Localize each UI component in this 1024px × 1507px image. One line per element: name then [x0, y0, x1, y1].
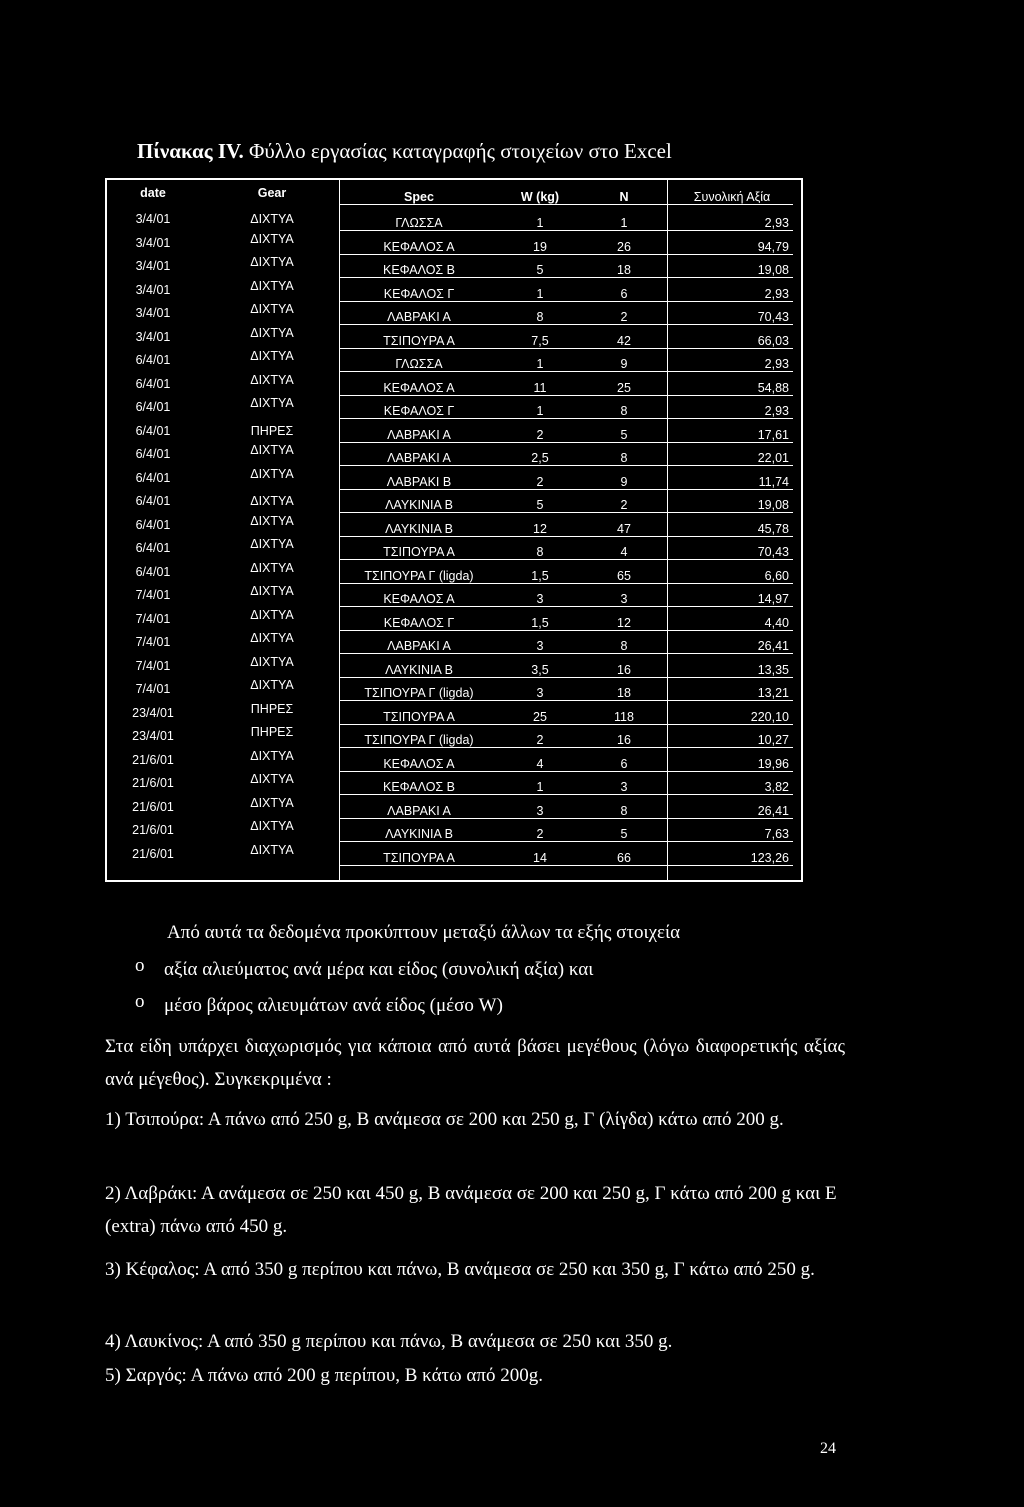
table-row [107, 326, 801, 349]
cell-total-value: 26,41 [757, 639, 789, 653]
cell-total-value: 45,78 [757, 521, 789, 536]
cell-gear: ΔΙΧΤΥΑ [250, 302, 294, 316]
table-row [107, 702, 801, 725]
cell-weight: 8 [536, 545, 544, 559]
table-row [107, 537, 801, 560]
cell-weight: 1,5 [531, 615, 549, 630]
cell-date: 6/4/01 [135, 564, 171, 579]
cell-weight: 3 [536, 803, 544, 818]
cell-gear: ΔΙΧΤΥΑ [250, 443, 294, 457]
paragraph: Στα είδη υπάρχει διαχωρισμός για κάποια από αυτά βάσει μεγέθους (λόγω διαφορετικής αξίας ανά μέγεθος). Συγκεκριμένα : [105, 1036, 845, 1090]
cell-count: 3 [620, 592, 628, 606]
cell-spec: ΛΑΒΡΑΚΙ Α [387, 427, 451, 442]
cell-total-value: 2,93 [764, 216, 789, 230]
cell-count: 8 [620, 451, 628, 465]
cell-count: 3 [620, 780, 628, 794]
cell-weight: 1 [536, 286, 544, 301]
cell-count: 2 [620, 498, 628, 512]
cell-date: 6/4/01 [135, 423, 171, 438]
table-row [107, 208, 801, 231]
bullet-marker: o [135, 955, 145, 976]
table-row [107, 349, 801, 372]
cell-total-value: 14,97 [757, 592, 789, 606]
cell-total-value: 4,40 [764, 615, 789, 630]
cell-weight: 2 [536, 427, 544, 442]
cell-spec: ΤΣΙΠΟΥΡΑ Γ (ligda) [364, 686, 474, 700]
cell-total-value: 220,10 [750, 709, 789, 724]
cell-gear: ΔΙΧΤΥΑ [250, 819, 294, 833]
cell-weight: 4 [536, 756, 544, 771]
cell-total-value: 54,88 [757, 380, 789, 395]
cell-count: 12 [617, 615, 631, 630]
size-item-2: 2) Λαβράκι: Α ανάμεσα σε 250 και 450 g, Β ανάμεσα σε 200 και 250 g, Γ κάτω από 200 g και Ε (extra) πάνω από 450 g. [105, 1183, 837, 1237]
cell-count: 1 [620, 216, 628, 230]
cell-date: 3/4/01 [135, 282, 171, 297]
cell-weight: 3 [536, 686, 544, 700]
cell-date: 3/4/01 [135, 212, 171, 226]
cell-count: 2 [620, 310, 628, 324]
cell-spec: ΛΑΒΡΑΚΙ Α [387, 310, 451, 324]
cell-total-value: 17,61 [757, 427, 789, 442]
cell-date: 6/4/01 [135, 541, 171, 555]
table-row [107, 490, 801, 513]
cell-weight: 19 [533, 239, 547, 254]
cell-total-value: 123,26 [750, 850, 789, 865]
cell-count: 6 [620, 756, 628, 771]
cell-total-value: 70,43 [757, 310, 789, 324]
cell-date: 3/4/01 [135, 235, 171, 250]
cell-count: 47 [617, 521, 631, 536]
cell-gear: ΔΙΧΤΥΑ [250, 795, 294, 810]
cell-count: 18 [617, 686, 631, 700]
cell-count: 16 [617, 662, 631, 677]
cell-spec: ΤΣΙΠΟΥΡΑ Α [383, 709, 455, 724]
cell-total-value: 19,96 [757, 756, 789, 771]
cell-gear: ΔΙΧΤΥΑ [250, 654, 294, 669]
cell-weight: 1 [536, 357, 544, 371]
cell-spec: ΚΕΦΑΛΟΣ Γ [383, 615, 455, 630]
cell-date: 3/4/01 [135, 259, 171, 273]
cell-count: 5 [620, 427, 628, 442]
header-spec: Spec [404, 190, 434, 204]
table-row [107, 514, 801, 537]
cell-gear: ΔΙΧΤΥΑ [250, 212, 294, 226]
cell-weight: 2 [536, 474, 544, 489]
cell-gear: ΠΗΡΕΣ [250, 423, 294, 438]
cell-spec: ΤΣΙΠΟΥΡΑ Γ (ligda) [364, 733, 474, 747]
cell-spec: ΚΕΦΑΛΟΣ Γ [383, 404, 455, 418]
header-weight: W (kg) [520, 190, 560, 204]
cell-gear: ΔΙΧΤΥΑ [250, 231, 294, 246]
cell-date: 3/4/01 [135, 329, 171, 344]
cell-count: 16 [617, 733, 631, 747]
cell-date: 23/4/01 [132, 729, 174, 743]
cell-count: 118 [614, 709, 634, 724]
cell-weight: 25 [533, 709, 547, 724]
cell-spec: ΛΑΒΡΑΚΙ Α [387, 803, 451, 818]
table-row [107, 772, 801, 795]
cell-spec: ΤΣΙΠΟΥΡΑ Α [383, 545, 455, 559]
cell-spec: ΛΑΥΚΙΝΙΑ Β [385, 662, 453, 677]
cell-gear: ΔΙΧΤΥΑ [250, 537, 294, 551]
table-row [107, 819, 801, 842]
cell-date: 7/4/01 [135, 635, 171, 649]
cell-date: 21/6/01 [132, 823, 174, 837]
cell-gear: ΔΙΧΤΥΑ [250, 560, 294, 575]
cell-date: 21/6/01 [132, 776, 174, 790]
cell-weight: 12 [533, 521, 547, 536]
cell-spec: ΛΑΥΚΙΝΙΑ Β [385, 827, 453, 841]
cell-weight: 3 [536, 639, 544, 653]
table-row [107, 279, 801, 302]
cell-total-value: 19,08 [757, 263, 789, 277]
cell-total-value: 19,08 [757, 498, 789, 512]
cell-weight: 3 [536, 592, 544, 606]
cell-count: 5 [620, 827, 628, 841]
table-row [107, 655, 801, 678]
size-item-4: 4) Λαυκίνος: Α από 350 g περίπου και πάνω, Β ανάμεσα σε 250 και 350 g. [105, 1331, 673, 1352]
cell-weight: 2 [536, 733, 544, 747]
header-count: N [619, 190, 629, 204]
cell-weight: 7,5 [531, 333, 549, 348]
cell-count: 9 [620, 474, 628, 489]
cell-weight: 5 [536, 498, 544, 512]
cell-date: 6/4/01 [135, 494, 171, 508]
cell-gear: ΠΗΡΕΣ [250, 701, 294, 716]
cell-gear: ΔΙΧΤΥΑ [250, 255, 294, 269]
table-row [107, 420, 801, 443]
cell-date: 6/4/01 [135, 400, 171, 414]
table-row [107, 725, 801, 748]
header-gear: Gear [257, 186, 287, 200]
caption-label: Πίνακας IV. [137, 139, 244, 163]
cell-gear: ΔΙΧΤΥΑ [250, 584, 294, 598]
table-row [107, 796, 801, 819]
cell-gear: ΔΙΧΤΥΑ [250, 772, 294, 786]
cell-date: 6/4/01 [135, 353, 171, 367]
cell-date: 7/4/01 [135, 588, 171, 602]
cell-count: 8 [620, 404, 628, 418]
cell-total-value: 13,35 [757, 662, 789, 677]
table-row [107, 396, 801, 419]
cell-count: 42 [617, 333, 631, 348]
cell-spec: ΤΣΙΠΟΥΡΑ Γ (ligda) [364, 568, 474, 583]
cell-gear: ΔΙΧΤΥΑ [250, 372, 294, 387]
bullet-item: μέσο βάρος αλιευμάτων ανά είδος (μέσο W) [164, 995, 503, 1016]
table-row [107, 631, 801, 654]
cell-spec: ΚΕΦΑΛΟΣ Α [383, 239, 455, 254]
cell-date: 6/4/01 [135, 470, 171, 485]
cell-spec: ΚΕΦΑΛΟΣ Β [383, 780, 455, 794]
cell-weight: 5 [536, 263, 544, 277]
cell-spec: ΛΑΒΡΑΚΙ Β [386, 474, 452, 489]
cell-weight: 11 [533, 380, 547, 395]
cell-total-value: 3,82 [764, 780, 789, 794]
intro-text: Από αυτά τα δεδομένα προκύπτουν μεταξύ άλλων τα εξής στοιχεία [167, 922, 681, 943]
cell-total-value: 94,79 [757, 239, 789, 254]
cell-weight: 14 [533, 850, 547, 865]
table-row [107, 467, 801, 490]
header-date: date [140, 186, 166, 200]
cell-total-value: 6,60 [764, 568, 789, 583]
cell-total-value: 70,43 [757, 545, 789, 559]
cell-weight: 3,5 [531, 662, 549, 677]
cell-spec: ΤΣΙΠΟΥΡΑ Α [383, 850, 455, 865]
cell-gear: ΔΙΧΤΥΑ [250, 494, 294, 508]
cell-spec: ΓΛΩΣΣΑ [395, 357, 443, 371]
cell-weight: 1 [536, 216, 544, 230]
cell-date: 6/4/01 [135, 376, 171, 391]
cell-spec: ΛΑΥΚΙΝΙΑ Β [385, 521, 453, 536]
table-row [107, 561, 801, 584]
cell-total-value: 2,93 [764, 286, 789, 301]
cell-spec: ΚΕΦΑΛΟΣ Α [383, 756, 455, 771]
table-row [107, 255, 801, 278]
size-item-3: 3) Κέφαλος: Α από 350 g περίπου και πάνω, Β ανάμεσα σε 250 και 350 g, Γ κάτω από 250 g. [105, 1259, 815, 1280]
table-row [107, 584, 801, 607]
cell-count: 9 [620, 357, 628, 371]
cell-spec: ΛΑΥΚΙΝΙΑ Β [385, 498, 453, 512]
cell-count: 65 [617, 568, 631, 583]
cell-total-value: 13,21 [757, 686, 789, 700]
cell-weight: 1 [536, 404, 544, 418]
cell-gear: ΔΙΧΤΥΑ [250, 607, 294, 622]
cell-count: 26 [617, 239, 631, 254]
data-table [105, 178, 803, 882]
cell-gear: ΔΙΧΤΥΑ [250, 396, 294, 410]
cell-weight: 8 [536, 310, 544, 324]
bullet-item: αξία αλιεύματος ανά μέρα και είδος (συνολική αξία) και [164, 959, 594, 980]
table-row [107, 302, 801, 325]
cell-spec: ΓΛΩΣΣΑ [395, 216, 443, 230]
cell-gear: ΔΙΧΤΥΑ [250, 278, 294, 293]
cell-weight: 2 [536, 827, 544, 841]
size-item-1: 1) Τσιπούρα: Α πάνω από 250 g, Β ανάμεσα σε 200 και 250 g, Γ (λίγδα) κάτω από 200 g. [105, 1109, 784, 1130]
cell-spec: ΚΕΦΑΛΟΣ Α [383, 592, 455, 606]
cell-spec: ΛΑΒΡΑΚΙ Α [387, 451, 451, 465]
cell-count: 25 [617, 380, 631, 395]
cell-total-value: 10,27 [757, 733, 789, 747]
cell-date: 21/6/01 [132, 752, 174, 767]
cell-weight: 1,5 [531, 568, 549, 583]
cell-count: 6 [620, 286, 628, 301]
cell-date: 6/4/01 [135, 517, 171, 532]
cell-gear: ΔΙΧΤΥΑ [250, 349, 294, 363]
size-item-5: 5) Σαργός: Α πάνω από 200 g περίπου, Β κάτω από 200g. [105, 1365, 543, 1386]
header-total-value: Συνολική Αξία [693, 190, 771, 204]
cell-gear: ΔΙΧΤΥΑ [250, 466, 294, 481]
cell-gear: ΠΗΡΕΣ [250, 725, 294, 739]
cell-spec: ΚΕΦΑΛΟΣ Β [383, 263, 455, 277]
cell-spec: ΤΣΙΠΟΥΡΑ Α [383, 333, 455, 348]
cell-date: 7/4/01 [135, 682, 171, 696]
cell-spec: ΚΕΦΑΛΟΣ Α [383, 380, 455, 395]
cell-gear: ΔΙΧΤΥΑ [250, 748, 294, 763]
cell-total-value: 26,41 [757, 803, 789, 818]
cell-total-value: 2,93 [764, 357, 789, 371]
cell-date: 23/4/01 [132, 705, 174, 720]
table-row [107, 749, 801, 772]
table-row [107, 608, 801, 631]
cell-count: 4 [620, 545, 628, 559]
table-caption [137, 139, 672, 164]
page-number: 24 [820, 1440, 836, 1457]
cell-total-value: 11,74 [758, 474, 789, 489]
cell-gear: ΔΙΧΤΥΑ [250, 325, 294, 340]
table-row [107, 373, 801, 396]
caption-text: Φύλλο εργασίας καταγραφής στοιχείων στο Excel [248, 139, 672, 163]
table-header-row [107, 182, 801, 205]
table-row [107, 843, 801, 866]
cell-total-value: 66,03 [757, 333, 789, 348]
cell-date: 6/4/01 [135, 447, 171, 461]
table-row [107, 443, 801, 466]
cell-count: 8 [620, 803, 628, 818]
cell-spec: ΛΑΒΡΑΚΙ Α [387, 639, 451, 653]
cell-total-value: 2,93 [764, 404, 789, 418]
cell-date: 3/4/01 [135, 306, 171, 320]
cell-gear: ΔΙΧΤΥΑ [250, 842, 294, 857]
cell-gear: ΔΙΧΤΥΑ [250, 631, 294, 645]
cell-date: 7/4/01 [135, 658, 171, 673]
cell-date: 21/6/01 [132, 846, 174, 861]
cell-gear: ΔΙΧΤΥΑ [250, 513, 294, 528]
cell-date: 21/6/01 [132, 799, 174, 814]
cell-date: 7/4/01 [135, 611, 171, 626]
cell-total-value: 22,01 [757, 451, 789, 465]
cell-count: 66 [617, 850, 631, 865]
cell-spec: ΚΕΦΑΛΟΣ Γ [383, 286, 455, 301]
table-row [107, 232, 801, 255]
cell-weight: 1 [536, 780, 544, 794]
cell-count: 8 [620, 639, 628, 653]
bullet-marker: o [135, 991, 145, 1012]
table-row [107, 678, 801, 701]
cell-total-value: 7,63 [764, 827, 789, 841]
cell-count: 18 [617, 263, 631, 277]
cell-gear: ΔΙΧΤΥΑ [250, 678, 294, 692]
cell-weight: 2,5 [531, 451, 549, 465]
